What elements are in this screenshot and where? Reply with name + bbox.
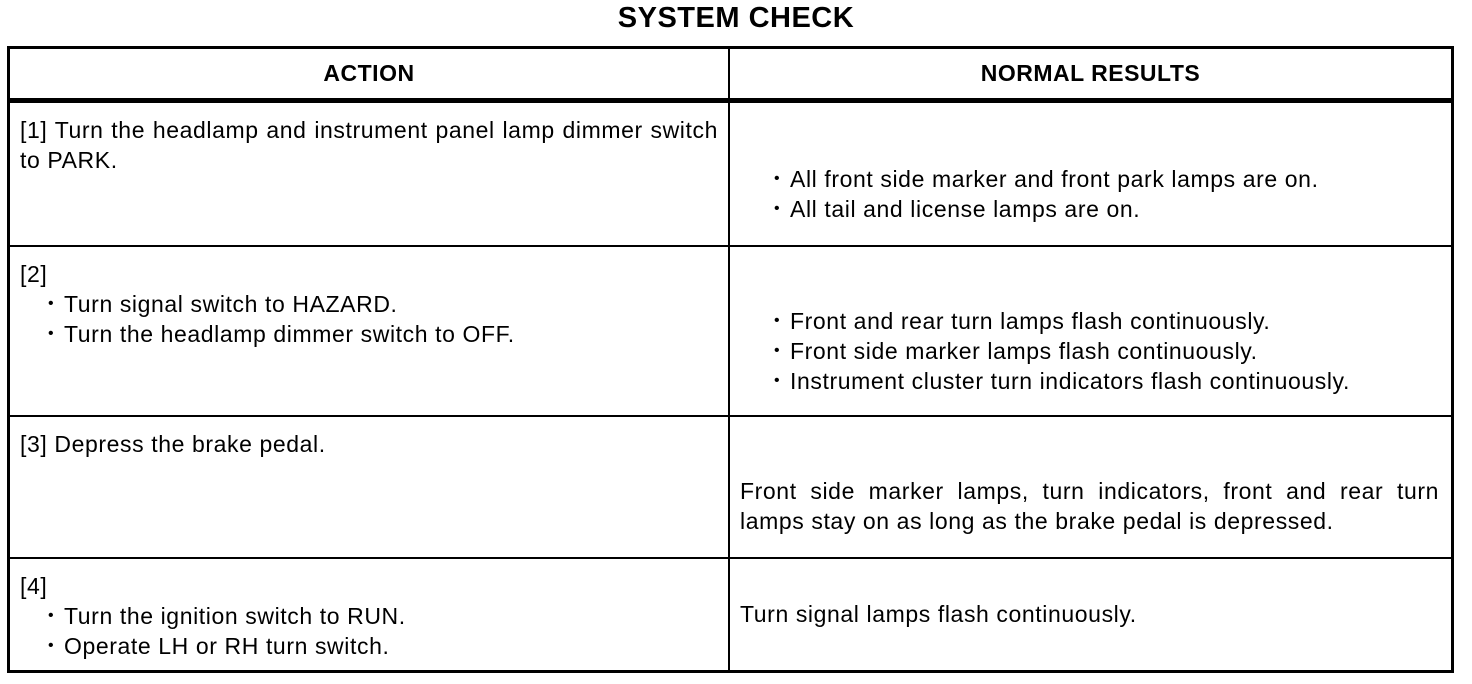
step-2-results-list [740, 306, 1441, 396]
step-1-action-cell [10, 103, 730, 247]
step-4-action-item: • Operate LH or RH turn switch. [48, 631, 718, 661]
step-4-action-item: • Turn the ignition switch to RUN. [48, 601, 718, 631]
step-2-action-item: • Turn signal switch to HAZARD. [48, 289, 718, 319]
step-2-action-cell [10, 247, 730, 417]
step-2-result-item: • Front side marker lamps flash continuously. [774, 336, 1441, 366]
action-column-header: ACTION [10, 49, 730, 103]
step-2-result-item: • Front and rear turn lamps flash continuously. [774, 306, 1441, 336]
step-3-result-text: Front side marker lamps, turn indicators, front and rear turn lamps stay on as long as the brake pedal is depressed. [740, 478, 1439, 534]
step-3-results-cell [730, 417, 1451, 559]
step-3-action-text: Depress the brake pedal. [54, 431, 326, 457]
step-1-result-item: • All tail and license lamps are on. [774, 194, 1441, 224]
step-3-action-cell [10, 417, 730, 559]
step-2-action-item: • Turn the headlamp dimmer switch to OFF. [48, 319, 718, 349]
document-title: SYSTEM CHECK [617, 2, 855, 34]
step-4-result-text: Turn signal lamps flash continuously. [740, 601, 1137, 627]
step-4-action-cell [10, 559, 730, 670]
step-1-result-item: • All front side marker and front park lamps are on. [774, 164, 1441, 194]
system-check-table [7, 46, 1454, 673]
step-4-number: [4] [20, 573, 48, 599]
step-2-results-cell [730, 247, 1451, 417]
step-1-number: [1] [20, 117, 48, 143]
step-4-action-list [20, 601, 718, 661]
step-1-action-text: Turn the headlamp and instrument panel lamp dimmer switch to PARK. [20, 117, 719, 173]
step-1-results-cell [730, 103, 1451, 247]
step-3-number: [3] [20, 431, 48, 457]
normal-results-column-header: NORMAL RESULTS [730, 49, 1451, 103]
step-4-results-cell [730, 559, 1451, 670]
step-2-action-list [20, 289, 718, 349]
step-2-result-item: • Instrument cluster turn indicators flash continuously. [774, 366, 1441, 396]
step-2-number: [2] [20, 261, 48, 287]
step-1-results-list [740, 164, 1441, 224]
